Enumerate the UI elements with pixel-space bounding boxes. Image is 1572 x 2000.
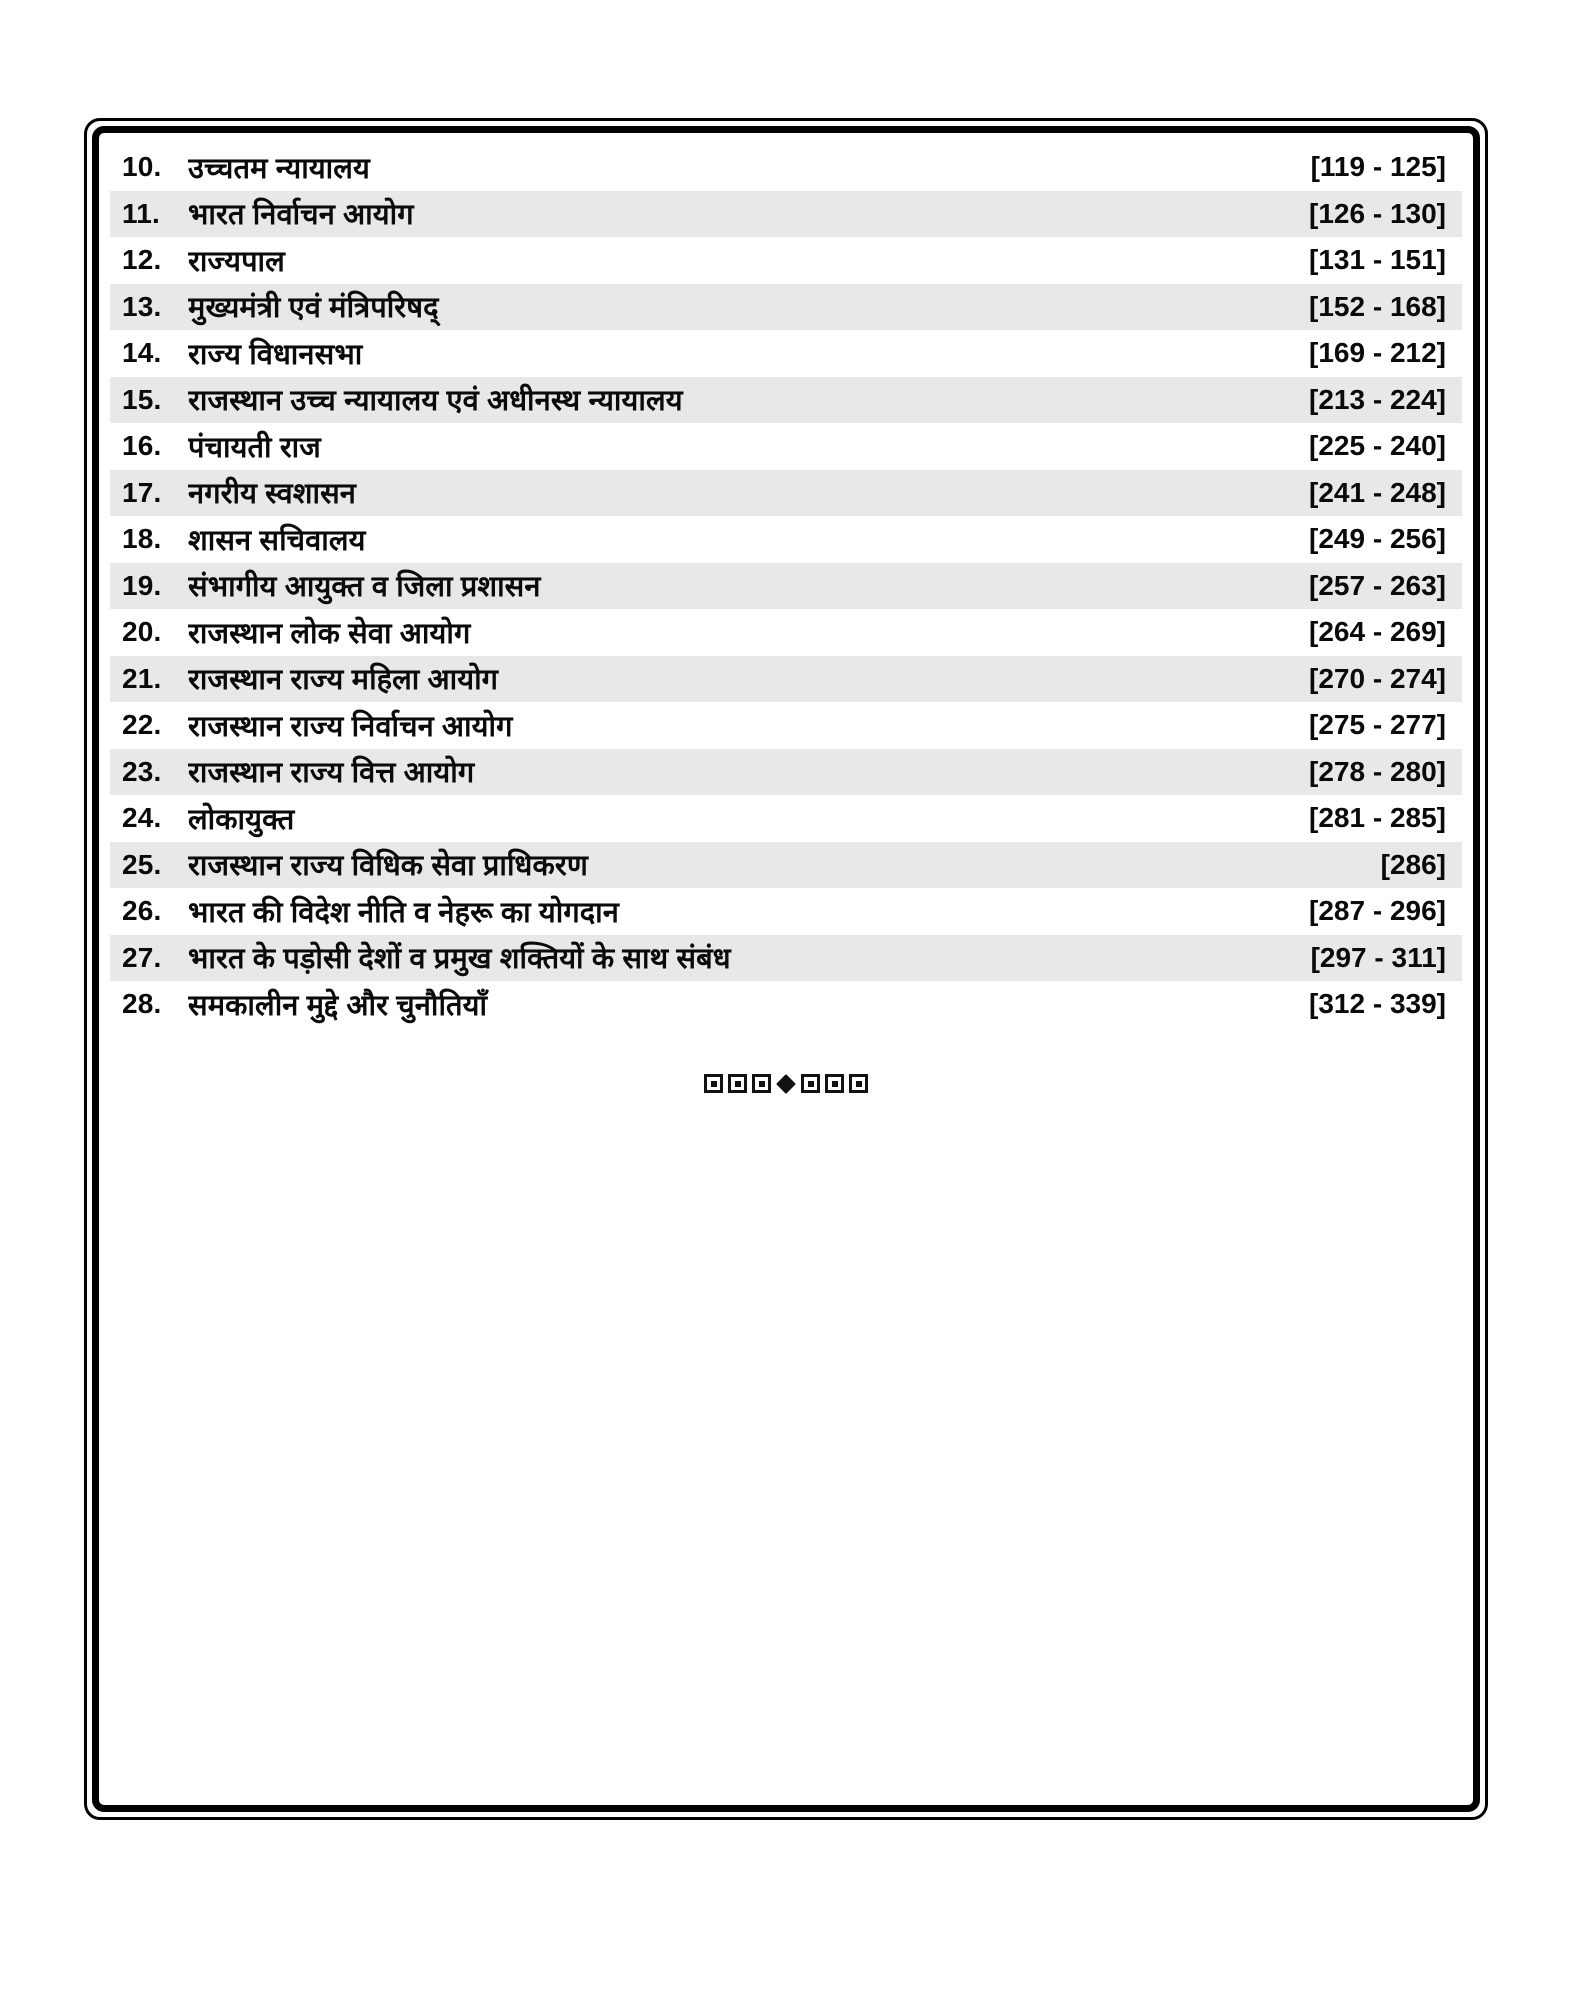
toc-row[interactable]	[110, 191, 1462, 238]
ornament-group	[704, 1074, 868, 1093]
toc-row-title: राजस्थान राज्य विधिक सेवा प्राधिकरण	[188, 850, 588, 883]
toc-row-number: 23.	[122, 755, 162, 787]
toc-row-page-range: [225 - 240]	[1309, 430, 1446, 462]
toc-row-title: समकालीन मुद्दे और चुनौतियाँ	[188, 989, 488, 1022]
toc-row-number: 12.	[122, 244, 162, 276]
toc-row-page-range: [213 - 224]	[1309, 383, 1446, 415]
ornament-diamond-icon	[776, 1074, 796, 1094]
toc-row-number: 16.	[122, 430, 162, 462]
toc-row-number: 19.	[122, 569, 162, 601]
toc-row-title: राजस्थान राज्य महिला आयोग	[188, 664, 499, 697]
toc-row-title: नगरीय स्वशासन	[188, 478, 357, 511]
toc-row-page-range: [131 - 151]	[1309, 244, 1446, 276]
ornament-square-icon	[825, 1074, 844, 1093]
toc-row-title: भारत निर्वाचन आयोग	[188, 199, 414, 232]
toc-row-number: 24.	[122, 802, 162, 834]
toc-row-page-range: [281 - 285]	[1309, 802, 1446, 834]
toc-row-number: 18.	[122, 523, 162, 555]
toc-row-number: 11.	[122, 197, 160, 229]
toc-row-page-range: [297 - 311]	[1310, 941, 1446, 973]
toc-row-title: उच्चतम न्यायालय	[188, 152, 370, 185]
toc-row-page-range: [249 - 256]	[1309, 523, 1446, 555]
toc-row-number: 13.	[122, 290, 162, 322]
toc-row-title: संभागीय आयुक्त व जिला प्रशासन	[188, 571, 541, 604]
toc-row-page-range: [241 - 248]	[1309, 476, 1446, 508]
toc-row-number: 25.	[122, 848, 162, 880]
toc-row-number: 27.	[122, 941, 162, 973]
toc-row-title: राजस्थान राज्य वित्त आयोग	[188, 757, 475, 790]
toc-row-title: राजस्थान उच्च न्यायालय एवं अधीनस्थ न्यायालय	[188, 385, 683, 418]
toc-row[interactable]	[110, 795, 1462, 842]
toc-row-number: 17.	[122, 476, 162, 508]
toc-row[interactable]	[110, 702, 1462, 749]
toc-row[interactable]	[110, 470, 1462, 517]
toc-row-number: 22.	[122, 709, 162, 741]
toc-row[interactable]	[110, 377, 1462, 424]
toc-row-page-range: [119 - 125]	[1310, 151, 1446, 183]
toc-row-page-range: [275 - 277]	[1309, 709, 1446, 741]
toc-row[interactable]	[110, 981, 1462, 1028]
toc-row-page-range: [264 - 269]	[1309, 616, 1446, 648]
toc-row-title: राजस्थान राज्य निर्वाचन आयोग	[188, 710, 513, 743]
toc-row-number: 15.	[122, 383, 162, 415]
toc-row-page-range: [169 - 212]	[1309, 337, 1446, 369]
toc-row[interactable]	[110, 609, 1462, 656]
table-of-contents	[110, 144, 1462, 1028]
toc-row-title: लोकायुक्त	[188, 803, 295, 836]
toc-row-number: 26.	[122, 895, 162, 927]
ornament-square-icon	[728, 1074, 747, 1093]
toc-row[interactable]	[110, 749, 1462, 796]
toc-row[interactable]	[110, 330, 1462, 377]
toc-row[interactable]	[110, 888, 1462, 935]
toc-row-title: राजस्थान लोक सेवा आयोग	[188, 617, 471, 650]
toc-row[interactable]	[110, 237, 1462, 284]
toc-row[interactable]	[110, 284, 1462, 331]
page-content	[110, 144, 1462, 1794]
toc-row-number: 20.	[122, 616, 162, 648]
ornament-square-icon	[752, 1074, 771, 1093]
toc-row[interactable]	[110, 423, 1462, 470]
toc-row-number: 21.	[122, 662, 162, 694]
toc-row-title: राज्यपाल	[188, 245, 285, 278]
toc-row-title: भारत की विदेश नीति व नेहरू का योगदान	[188, 896, 619, 929]
toc-row-title: राज्य विधानसभा	[188, 338, 363, 371]
toc-row[interactable]	[110, 144, 1462, 191]
toc-row-number: 28.	[122, 988, 162, 1020]
ornament-square-icon	[849, 1074, 868, 1093]
toc-row[interactable]	[110, 516, 1462, 563]
toc-row[interactable]	[110, 563, 1462, 610]
toc-row[interactable]	[110, 935, 1462, 982]
toc-row-page-range: [312 - 339]	[1309, 988, 1446, 1020]
section-ornament	[110, 1074, 1462, 1093]
toc-row-page-range: [152 - 168]	[1309, 290, 1446, 322]
toc-row[interactable]	[110, 842, 1462, 889]
toc-row-title: भारत के पड़ोसी देशों व प्रमुख शक्तियों के साथ संबंध	[188, 943, 731, 976]
toc-row-number: 14.	[122, 337, 162, 369]
toc-row-title: पंचायती राज	[188, 431, 321, 464]
toc-row-page-range: [278 - 280]	[1309, 755, 1446, 787]
toc-row-title: मुख्यमंत्री एवं मंत्रिपरिषद्	[188, 292, 439, 325]
toc-row-page-range: [126 - 130]	[1309, 197, 1446, 229]
toc-row-number: 10.	[122, 151, 162, 183]
toc-row[interactable]	[110, 656, 1462, 703]
toc-row-page-range: [270 - 274]	[1309, 662, 1446, 694]
toc-row-page-range: [286]	[1380, 848, 1446, 880]
toc-row-title: शासन सचिवालय	[188, 524, 366, 557]
toc-row-page-range: [287 - 296]	[1309, 895, 1446, 927]
ornament-square-icon	[801, 1074, 820, 1093]
toc-row-page-range: [257 - 263]	[1309, 569, 1446, 601]
ornament-square-icon	[704, 1074, 723, 1093]
